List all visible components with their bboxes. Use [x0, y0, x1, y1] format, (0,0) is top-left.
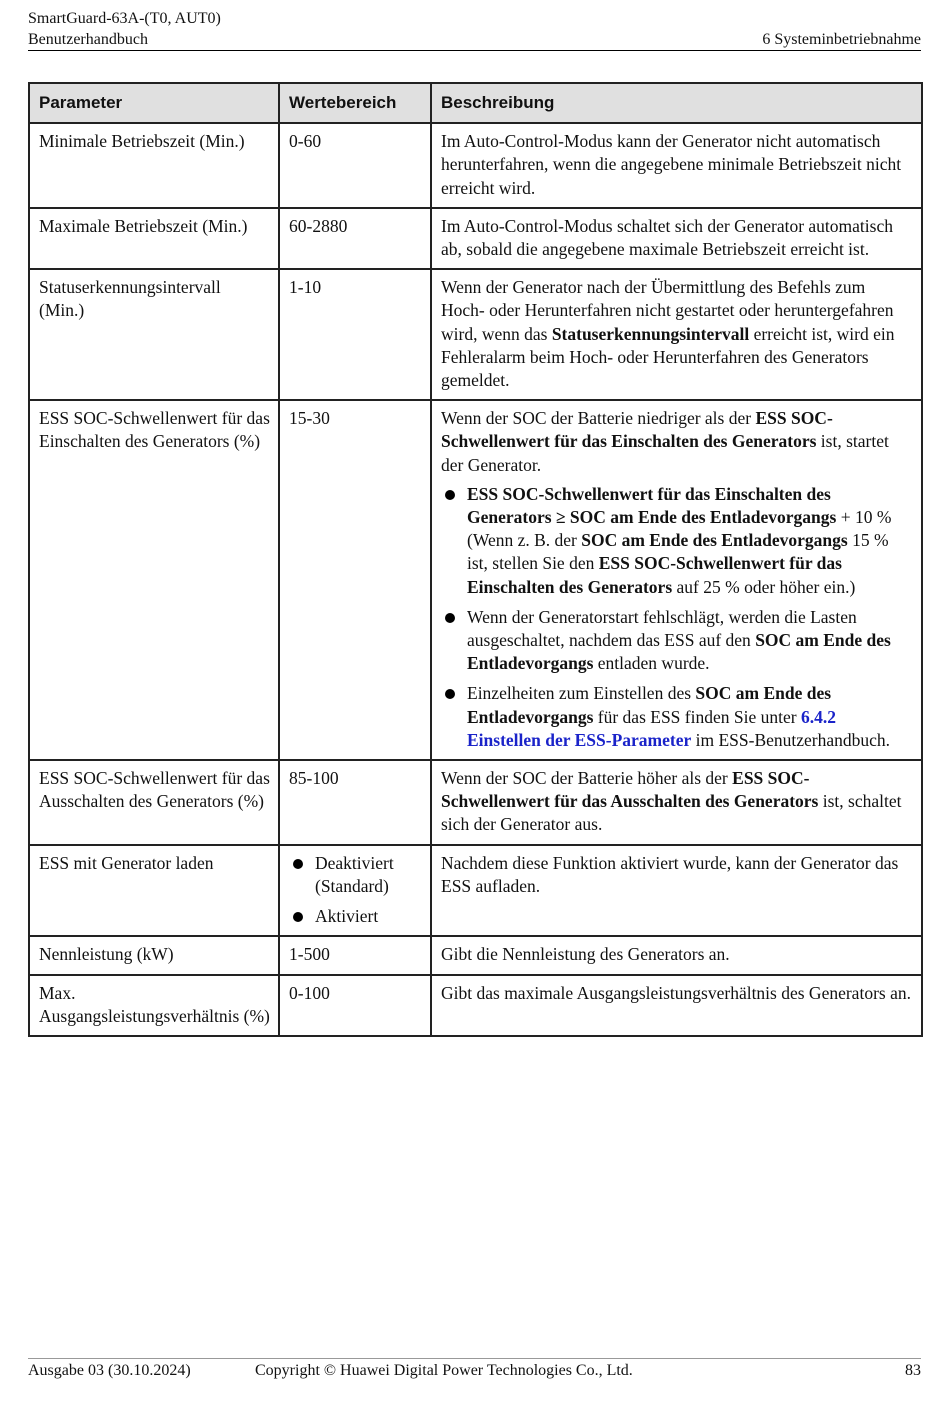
- table-row: [29, 123, 922, 208]
- bullet-text: entladen wurde.: [593, 653, 710, 674]
- desc-bold-term: Statuserkennungsintervall: [551, 323, 750, 344]
- desc-text: Wenn der SOC der Batterie niedriger als der: [441, 408, 756, 429]
- page-footer: [28, 1361, 921, 1381]
- range-cell: 60-2880: [279, 208, 431, 269]
- range-cell: 85-100: [279, 760, 431, 845]
- range-cell: 1-10: [279, 269, 431, 400]
- bullet-text: im ESS-Benutzerhandbuch.: [691, 729, 891, 750]
- table-row: [29, 936, 922, 974]
- description-cell: Gibt die Nennleistung des Generators an.: [431, 936, 922, 974]
- bullet-list: [441, 483, 913, 752]
- range-cell: 0-100: [279, 975, 431, 1036]
- range-cell: 1-500: [279, 936, 431, 974]
- param-cell: ESS SOC-Schwellenwert für das Ausschalten des Generators (%): [29, 760, 279, 845]
- header-divider: [28, 50, 921, 51]
- bullet-bold: SOC am Ende des Entladevorgangs: [581, 530, 848, 551]
- bullet-item: [441, 682, 913, 752]
- desc-bold-term: ESS SOC-Schwellenwert für das Einschalten des Generators: [441, 408, 833, 452]
- table-row: [29, 269, 922, 400]
- copyright: Copyright © Huawei Digital Power Technologies Co., Ltd.: [255, 1362, 633, 1379]
- param-cell: Maximale Betriebszeit (Min.): [29, 208, 279, 269]
- range-cell: 15-30: [279, 400, 431, 760]
- param-cell: Minimale Betriebszeit (Min.): [29, 123, 279, 208]
- desc-intro: [441, 407, 913, 477]
- param-cell: Max. Ausgangsleistungsverhältnis (%): [29, 975, 279, 1036]
- desc-text: erreicht ist, wird ein Fehleralarm beim Hoch- oder Herunterfahren des Generators gemeldet.: [441, 323, 895, 391]
- table-header-row: [29, 83, 922, 123]
- desc-bold-term: ESS SOC-Schwellenwert für das Ausschalten des Generators: [441, 768, 819, 812]
- option-item: Deaktiviert (Standard): [289, 852, 422, 898]
- table-row: [29, 975, 922, 1036]
- option-list: [289, 852, 422, 929]
- issue-date: Ausgabe 03 (30.10.2024): [28, 1362, 191, 1379]
- description-cell: [431, 760, 922, 845]
- param-cell: ESS mit Generator laden: [29, 845, 279, 937]
- bullet-item: [441, 606, 913, 676]
- bullet-text: Wenn der Generatorstart fehlschlägt, werden die Lasten ausgeschaltet, nachdem das ESS auf den: [467, 606, 857, 651]
- param-cell: Statuserkennungsintervall (Min.): [29, 269, 279, 400]
- product-name: SmartGuard-63A-(T0, AUT0): [28, 10, 221, 27]
- range-cell: [279, 845, 431, 937]
- bullet-text: 15 % ist, stellen Sie den: [467, 530, 889, 574]
- bullet-text: für das ESS finden Sie unter: [593, 706, 801, 727]
- bullet-bold: SOC am Ende des Entladevorgangs: [467, 630, 891, 674]
- bullet-item: [441, 483, 913, 599]
- column-header-parameter: Parameter: [29, 83, 279, 123]
- param-cell: ESS SOC-Schwellenwert für das Einschalten des Generators (%): [29, 400, 279, 760]
- chapter-title: 6 Systeminbetriebnahme: [762, 31, 921, 48]
- bullet-bold: ESS SOC-Schwellenwert für das Einschalten des Generators ≥ SOC am Ende des Entladevorgangs: [467, 483, 837, 528]
- desc-text: Wenn der Generator nach der Übermittlung des Befehls zum Hoch- oder Herunterfahren nicht gestartet oder heruntergefahren wird, wenn das: [441, 277, 894, 344]
- table-row: [29, 845, 922, 937]
- column-header-description: Beschreibung: [431, 83, 922, 123]
- description-cell: [431, 269, 922, 400]
- description-cell: Im Auto-Control-Modus kann der Generator nicht automatisch herunterfahren, wenn die angegebene minimale Betriebszeit nicht erreicht wird.: [431, 123, 922, 208]
- table-row: [29, 400, 922, 760]
- bullet-bold: SOC am Ende des Entladevorgangs: [467, 683, 832, 727]
- range-cell: 0-60: [279, 123, 431, 208]
- table-row: [29, 208, 922, 269]
- table-row: [29, 760, 922, 845]
- cross-reference-link[interactable]: 6.4.2 Einstellen der ESS-Parameter: [467, 706, 836, 750]
- bullet-text: Einzelheiten zum Einstellen des: [467, 683, 696, 704]
- footer-divider: [28, 1358, 921, 1359]
- description-cell: Nachdem diese Funktion aktiviert wurde, kann der Generator das ESS aufladen.: [431, 845, 922, 937]
- desc-text: ist, startet der Generator.: [441, 431, 889, 475]
- manual-title: Benutzerhandbuch: [28, 31, 148, 48]
- option-item: Aktiviert: [289, 905, 422, 928]
- column-header-range: Wertebereich: [279, 83, 431, 123]
- description-cell: [431, 400, 922, 760]
- parameter-table: [28, 82, 923, 1037]
- param-cell: Nennleistung (kW): [29, 936, 279, 974]
- desc-text: ist, schaltet sich der Generator aus.: [441, 791, 902, 835]
- desc-text: Wenn der SOC der Batterie höher als der: [441, 768, 733, 789]
- bullet-bold: ESS SOC-Schwellenwert für das Einschalten des Generators: [467, 553, 842, 597]
- page-header: [28, 8, 921, 50]
- description-cell: Gibt das maximale Ausgangsleistungsverhältnis des Generators an.: [431, 975, 922, 1036]
- page-number: 83: [905, 1362, 921, 1379]
- bullet-text: + 10 % (Wenn z. B. der: [467, 507, 892, 551]
- description-cell: Im Auto-Control-Modus schaltet sich der Generator automatisch ab, sobald die angegebene maximale Betriebszeit erreicht ist.: [431, 208, 922, 269]
- bullet-text: auf 25 % oder höher ein.): [672, 576, 856, 597]
